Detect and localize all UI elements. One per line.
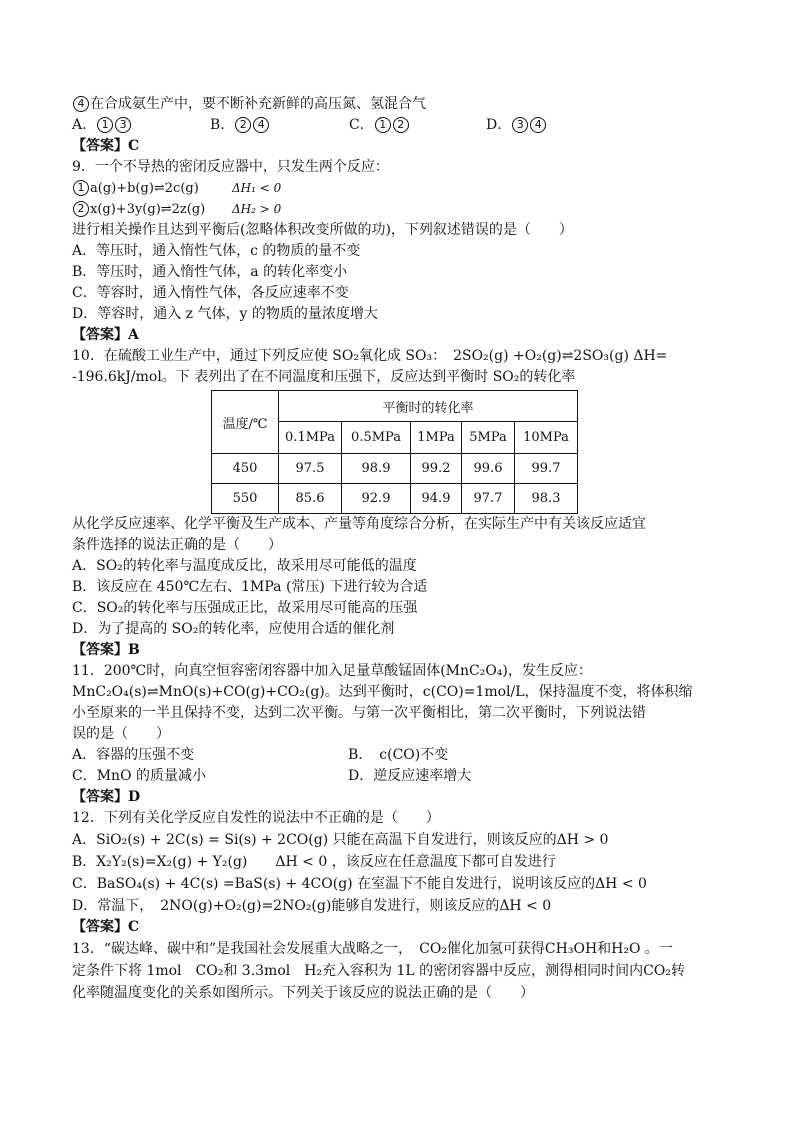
q8-answer: 【答案】C [72, 138, 140, 154]
q11-option-b: B． c(CO)不变 [348, 747, 449, 763]
table-col-header: 1MPa [411, 422, 462, 454]
q9-option-b: B．等压时，通入惰性气体，a 的转化率变小 [72, 264, 348, 280]
q11-stem-line-1: 11．200℃时，向真空恒容密闭容器中加入足量草酸锰固体(MnC₂O₄)，发生反应： [72, 663, 592, 679]
table-row-temp: 450 [212, 454, 279, 484]
q9-reaction-2-enthalpy: ΔH₂ > 0 [232, 202, 282, 216]
q9-reaction-1 [72, 178, 732, 199]
q12-option-c: C．BaSO₄(s) + 4C(s) =BaS(s) + 4CO(g) 在室温下不能自发进行，说明该反应的ΔH < 0 [72, 876, 647, 892]
table-corner-header: 温度/℃ [212, 391, 279, 454]
q13-stem-line-1: 13．“碳达峰、碳中和”是我国社会发展重大战略之一， CO₂催化加氢可获得CH₃OH和H₂O 。一 [72, 941, 673, 957]
circled-number: 2 [73, 201, 89, 217]
table-cell: 98.3 [515, 484, 578, 514]
q9-reaction-1-equation: a(g)+b(g)⇌2c(g) [90, 181, 199, 196]
q8-options [72, 115, 732, 136]
table-cell: 97.5 [279, 454, 342, 484]
q10-table-region [72, 388, 732, 514]
circled-number: 1 [73, 180, 89, 196]
table-col-header: 10MPa [515, 422, 578, 454]
q9-reaction-2-equation: x(g)+3y(g)⇌2z(g) [90, 202, 206, 217]
table-cell: 98.9 [342, 454, 411, 484]
q12-answer: 【答案】C [72, 919, 140, 935]
q12-option-a: A．SiO₂(s) + 2C(s) = Si(s) + 2CO(g) 只能在高温下自发进行，则该反应的ΔH > 0 [72, 832, 609, 848]
q8-option-b: B． 2 4 [210, 115, 270, 136]
q12-stem: 12．下列有关化学反应自发性的说法中不正确的是（ ） [72, 810, 440, 826]
q10-conversion-table [211, 390, 578, 514]
q10-option-a: A．SO₂的转化率与温度成反比，故采用尽可能低的温度 [72, 558, 417, 574]
q9-option-c: C．等容时，通入惰性气体，各反应速率不变 [72, 285, 349, 301]
q13-stem-line-2: 定条件下将 1mol CO₂和 3.3mol H₂充入容积为 1L 的密闭容器中反应，测得相同时间内CO₂转 [72, 963, 685, 979]
q10-stem-line-2: -196.6kJ/mol。下 表列出了在不同温度和压强下，反应达到平衡时 SO₂的转化率 [72, 369, 576, 385]
q11-stem-line-2: MnC₂O₄(s)⇌MnO(s)+CO(g)+CO₂(g)。达到平衡时，c(CO)=1mol/L，保持温度不变，将体积缩 [72, 684, 693, 700]
q10-answer: 【答案】B [72, 642, 140, 658]
q9-reaction-1-enthalpy: ΔH₁ < 0 [232, 181, 282, 195]
q11-options-row-1 [72, 745, 732, 766]
q8-option-d: D． 3 4 [486, 115, 547, 136]
table-cell: 94.9 [411, 484, 462, 514]
q9-reaction-2 [72, 199, 732, 220]
q8-item-4 [72, 94, 732, 115]
q8-option-c: C． 1 2 [349, 115, 410, 136]
q10-option-d: D．为了提高的 SO₂的转化率，应使用合适的催化剂 [72, 621, 395, 637]
q13-stem-line-3: 化率随温度变化的关系如图所示。下列关于该反应的说法正确的是（ ） [72, 985, 534, 1001]
q10-option-c: C．SO₂的转化率与压强成正比，故采用尽可能高的压强 [72, 600, 418, 616]
table-cell: 85.6 [279, 484, 342, 514]
table-cell: 92.9 [342, 484, 411, 514]
q12-option-d: D．常温下， 2NO(g)+O₂(g)=2NO₂(g)能够自发进行，则该反应的ΔH < 0 [72, 898, 552, 914]
table-group-header: 平衡时的转化率 [279, 391, 578, 422]
q9-option-a: A．等压时，通入惰性气体，c 的物质的量不变 [72, 243, 361, 259]
q9-answer: 【答案】A [72, 327, 139, 343]
q9-stem: 9．一个不导热的密闭反应器中，只发生两个反应： [72, 159, 389, 175]
q11-answer: 【答案】D [72, 789, 141, 805]
circled-number: 4 [73, 96, 89, 112]
q11-option-d: D．逆反应速率增大 [348, 768, 472, 784]
q9-option-d: D．等容时，通入 z 气体，y 的物质的量浓度增大 [72, 306, 378, 322]
q11-stem-line-4: 误的是（ ） [72, 726, 170, 742]
q11-options-row-2 [72, 766, 732, 787]
table-row-temp: 550 [212, 484, 279, 514]
q8-option-a: A． 1 3 [72, 115, 132, 136]
q9-question: 进行相关操作且达到平衡后(忽略体积改变所做的功)，下列叙述错误的是（ ） [72, 222, 573, 238]
q10-question-line-2: 条件选择的说法正确的是（ ） [72, 537, 282, 553]
table-col-header: 0.5MPa [342, 422, 411, 454]
q10-option-b: B．该反应在 450℃左右、1MPa (常压) 下进行较为合适 [72, 579, 428, 595]
q11-option-a: A．容器的压强不变 [72, 747, 195, 763]
table-cell: 99.2 [411, 454, 462, 484]
table-col-header: 0.1MPa [279, 422, 342, 454]
q8-item-4-text: 在合成氨生产中，要不断补充新鲜的高压氮、氢混合气 [90, 96, 426, 112]
q12-option-b: B．X₂Y₂(s)=X₂(g) + Y₂(g) ΔH < 0 ，该反应在任意温度下都可自发进行 [72, 854, 556, 870]
table-cell: 99.7 [515, 454, 578, 484]
q10-question-line-1: 从化学反应速率、化学平衡及生产成本、产量等角度综合分析，在实际生产中有关该反应适宜 [72, 516, 646, 532]
table-cell: 99.6 [462, 454, 515, 484]
exam-page [72, 94, 732, 1004]
q11-option-c: C．MnO 的质量减小 [72, 768, 206, 784]
q10-stem-line-1: 10．在硫酸工业生产中，通过下列反应使 SO₂氧化成 SO₃： 2SO₂(g) +O₂(g)⇌2SO₃(g) ΔH= [72, 348, 668, 364]
q11-stem-line-3: 小至原来的一半且保持不变，达到二次平衡。与第一次平衡相比，第二次平衡时，下列说法错 [72, 705, 646, 721]
table-col-header: 5MPa [462, 422, 515, 454]
table-cell: 97.7 [462, 484, 515, 514]
